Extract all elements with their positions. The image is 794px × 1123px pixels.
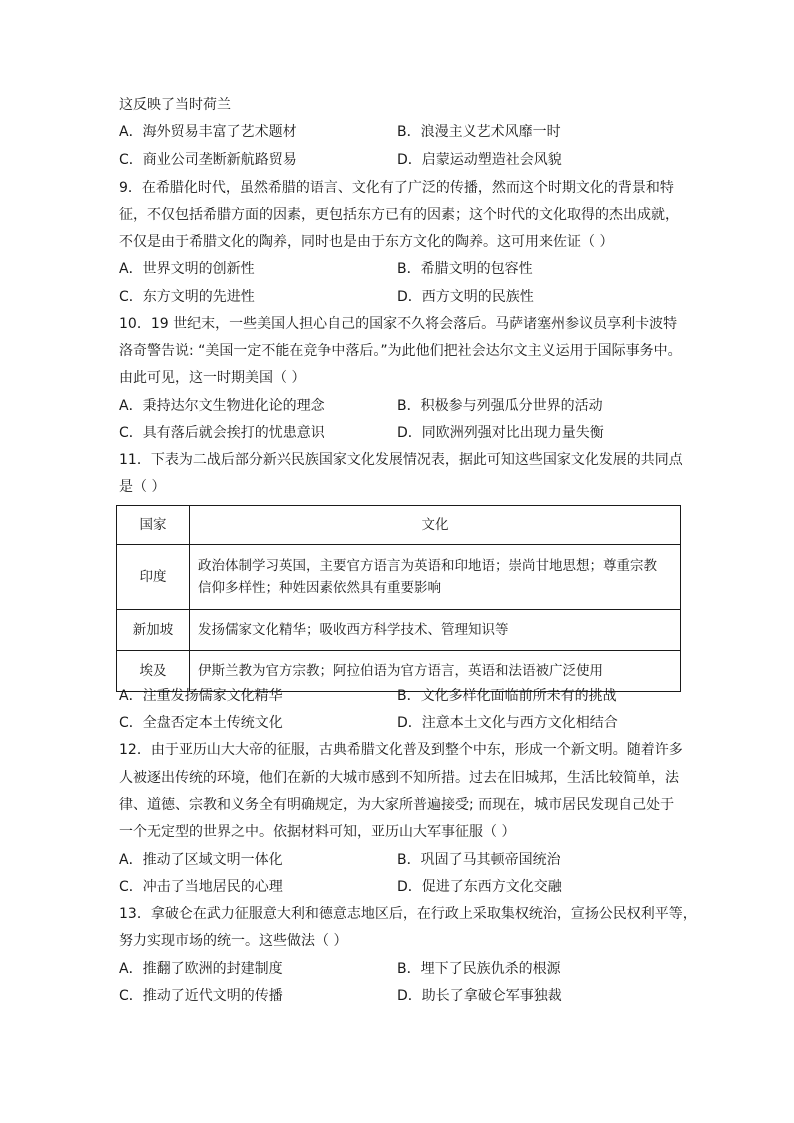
table-header-culture: 文化 [190, 506, 681, 545]
table-cell-country: 新加坡 [117, 610, 190, 651]
table-row [117, 545, 681, 610]
q9-stem-line: 9．在希腊化时代，虽然希腊的语言、文化有了广泛的传播，然而这个时期文化的背景和特 [119, 180, 674, 196]
q10-option-d: D．同欧洲列强对比出现力量失衡 [397, 425, 604, 441]
q12-stem-line: 12．由于亚历山大大帝的征服，古典希腊文化普及到整个中东，形成一个新文明。随着许多 [119, 742, 683, 758]
q12-option-c: C．冲击了当地居民的心理 [119, 879, 283, 895]
q9-option-b: B．希腊文明的包容性 [397, 261, 533, 277]
q11-option-d: D．注意本土文化与西方文化相结合 [397, 715, 618, 731]
q12-stem-line: 一个无定型的世界之中。依据材料可知，亚历山大军事征服（ ） [119, 824, 516, 840]
q13-stem-line: 努力实现市场的统一。这些做法（ ） [119, 933, 348, 949]
q9-option-c: C．东方文明的先进性 [119, 289, 255, 305]
q12-stem-line: 律、道德、宗教和义务全有明确规定，为大家所普遍接受; 而现在，城市居民发现自己处于 [119, 797, 675, 813]
table-cell-culture [190, 545, 681, 610]
q11-option-a: A．注重发扬儒家文化精华 [119, 688, 283, 704]
q13-stem-line: 13．拿破仑在武力征服意大利和德意志地区后，在行政上采取集权统治，宣扬公民权利平等， [119, 906, 697, 922]
q10-stem-line: 洛奇警告说: “美国一定不能在竞争中落后。”为此他们把社会达尔文主义运用于国际事务中。 [119, 343, 682, 359]
table-cell-line: 政治体制学习英国，主要官方语言为英语和印地语；崇尚甘地思想；尊重宗教 [198, 558, 657, 574]
table-cell-culture [190, 610, 681, 651]
table-cell-country: 印度 [117, 545, 190, 610]
q9-stem-line: 不仅是由于希腊文化的陶养，同时也是由于东方文化的陶养。这可用来佐证（ ） [119, 234, 614, 250]
table-cell-line: 发扬儒家文化精华；吸收西方科学技术、管理知识等 [198, 622, 509, 638]
q11-option-c: C．全盘否定本土传统文化 [119, 715, 283, 731]
q12-option-a: A．推动了区域文明一体化 [119, 852, 283, 868]
table-cell-line: 信仰多样性；种姓因素依然具有重要影响 [198, 580, 441, 596]
q11-option-b: B．文化多样化面临前所未有的挑战 [397, 688, 617, 704]
q12-stem-line: 人被逐出传统的环境，他们在新的大城市感到不知所措。过去在旧城邦，生活比较简单，法 [119, 770, 679, 786]
q13-option-a: A．推翻了欧洲的封建制度 [119, 961, 283, 977]
table-header-row [117, 506, 681, 545]
q11-stem-line: 11．下表为二战后部分新兴民族国家文化发展情况表，据此可知这些国家文化发展的共同点 [119, 452, 683, 468]
table-row [117, 610, 681, 651]
culture-table [116, 505, 681, 692]
q12-option-d: D．促进了东西方文化交融 [397, 879, 562, 895]
q10-stem-line: 由此可见，这一时期美国（ ） [119, 370, 306, 386]
intro-line: 这反映了当时荷兰 [119, 97, 231, 113]
q11-stem-line: 是（ ） [119, 479, 166, 495]
q9-option-d: D．西方文明的民族性 [397, 289, 534, 305]
q9-option-a: A．世界文明的创新性 [119, 261, 255, 277]
q10-option-a: A．秉持达尔文生物进化论的理念 [119, 398, 325, 414]
q13-option-c: C．推动了近代文明的传播 [119, 988, 283, 1004]
q13-option-b: B．埋下了民族仇杀的根源 [397, 961, 561, 977]
table-cell-line: 伊斯兰教为官方宗教；阿拉伯语为官方语言，英语和法语被广泛使用 [198, 663, 603, 679]
q12-option-b: B．巩固了马其顿帝国统治 [397, 852, 561, 868]
q10-option-c: C．具有落后就会挨打的忧患意识 [119, 425, 325, 441]
q8-option-b: B．浪漫主义艺术风靡一时 [397, 124, 561, 140]
table-cell-country: 埃及 [117, 651, 190, 692]
q9-stem-line: 征，不仅包括希腊方面的因素，更包括东方已有的因素；这个时代的文化取得的杰出成就， [119, 207, 679, 223]
q13-option-d: D．助长了拿破仑军事独裁 [397, 988, 562, 1004]
q8-option-c: C．商业公司垄断新航路贸易 [119, 152, 297, 168]
q10-option-b: B．积极参与列强瓜分世界的活动 [397, 398, 603, 414]
q8-option-d: D．启蒙运动塑造社会风貌 [397, 152, 562, 168]
table-header-country: 国家 [117, 506, 190, 545]
q8-option-a: A．海外贸易丰富了艺术题材 [119, 124, 297, 140]
q10-stem-line: 10．19 世纪末，一些美国人担心自己的国家不久将会落后。马萨诸塞州参议员享利卡波特 [119, 316, 678, 332]
